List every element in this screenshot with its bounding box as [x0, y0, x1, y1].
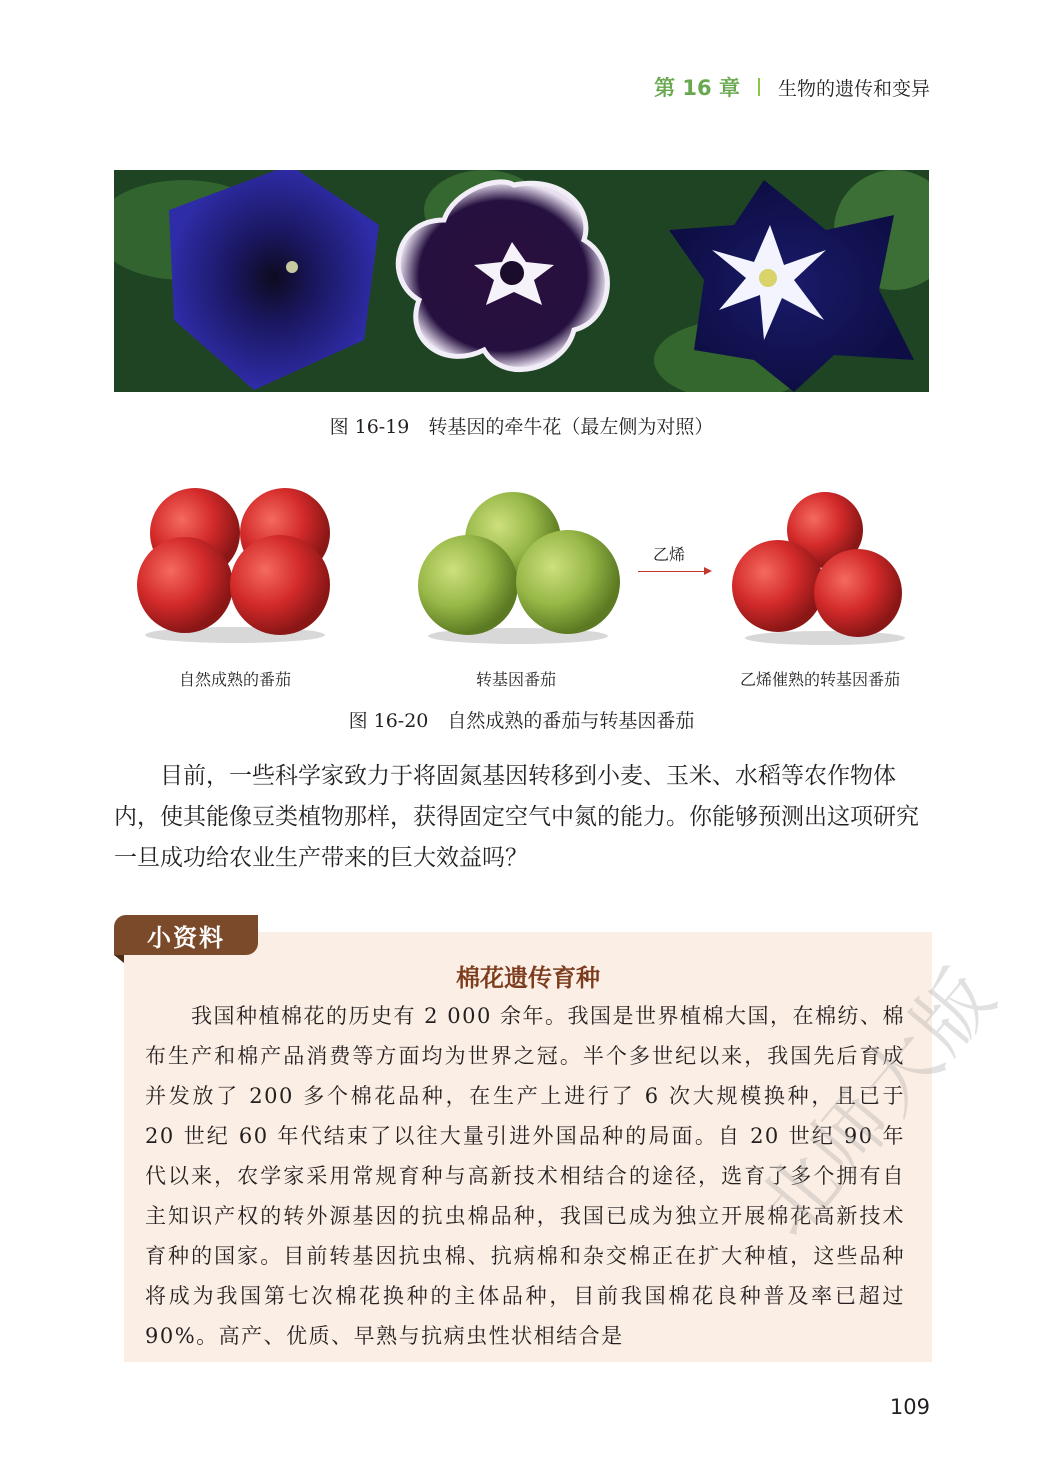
tomato-ethylene-photo	[730, 488, 910, 648]
tomato-label-ethylene: 乙烯催熟的转基因番茄	[739, 670, 900, 689]
chapter-title: 生物的遗传和变异	[777, 77, 930, 100]
ethylene-label: 乙烯	[653, 545, 686, 564]
header-divider	[758, 78, 760, 96]
body-paragraph: 目前，一些科学家致力于将固氮基因转移到小麦、玉米、水稻等农作物体内，使其能像豆类植物那样，获得固定空气中氮的能力。你能够预测出这项研究一旦成功给农业生产带来的巨大效益吗？	[114, 763, 919, 871]
info-box-text: 我国种植棉花的历史有 2 000 余年。我国是世界植棉大国，在棉纺、棉布生产和棉产品消费等方面均为世界之冠。半个多世纪以来，我国先后育成并发放了 200 多个棉花品种，在生产上进行了 6 次大规模换种，且已于 20 世纪 60 年代结束了以往大量引进外国品种的局面。自 20 世纪 90 年代以来，农学家采用常规育种与高新技术相结合的途径，选育了多个拥有自主知识产权的转外源基因的抗虫棉品种，我国已成为独立开展棉花高新技术育种的国家。目前转基因抗虫棉、抗病棉和杂交棉正在扩大种植，这些品种将成为我国第七次棉花换种的主体品种，目前我国棉花良种普及率已超过 90%。高产、优质、早熟与抗病虫性状相结合是	[145, 1004, 905, 1348]
info-box-title: 棉花遗传育种	[456, 963, 600, 992]
ripening-arrow	[638, 571, 710, 572]
figure-caption-16-20: 图 16-20 自然成熟的番茄与转基因番茄	[348, 710, 695, 732]
page-header	[654, 72, 930, 102]
tomato-transgenic-photo	[413, 490, 623, 645]
petunia-photo	[114, 170, 929, 392]
tomato-natural-photo	[130, 485, 340, 645]
figure-caption-16-19: 图 16-19 转基因的牵牛花（最左侧为对照）	[329, 416, 714, 438]
publisher-watermark: 北师大版	[740, 950, 1015, 1253]
info-box-tab: 小资料	[114, 915, 258, 955]
page-number: 109	[889, 1395, 930, 1419]
tomato-label-natural: 自然成熟的番茄	[178, 670, 291, 689]
chapter-number: 第 16 章	[654, 76, 740, 100]
tomato-label-transgenic: 转基因番茄	[475, 670, 556, 689]
